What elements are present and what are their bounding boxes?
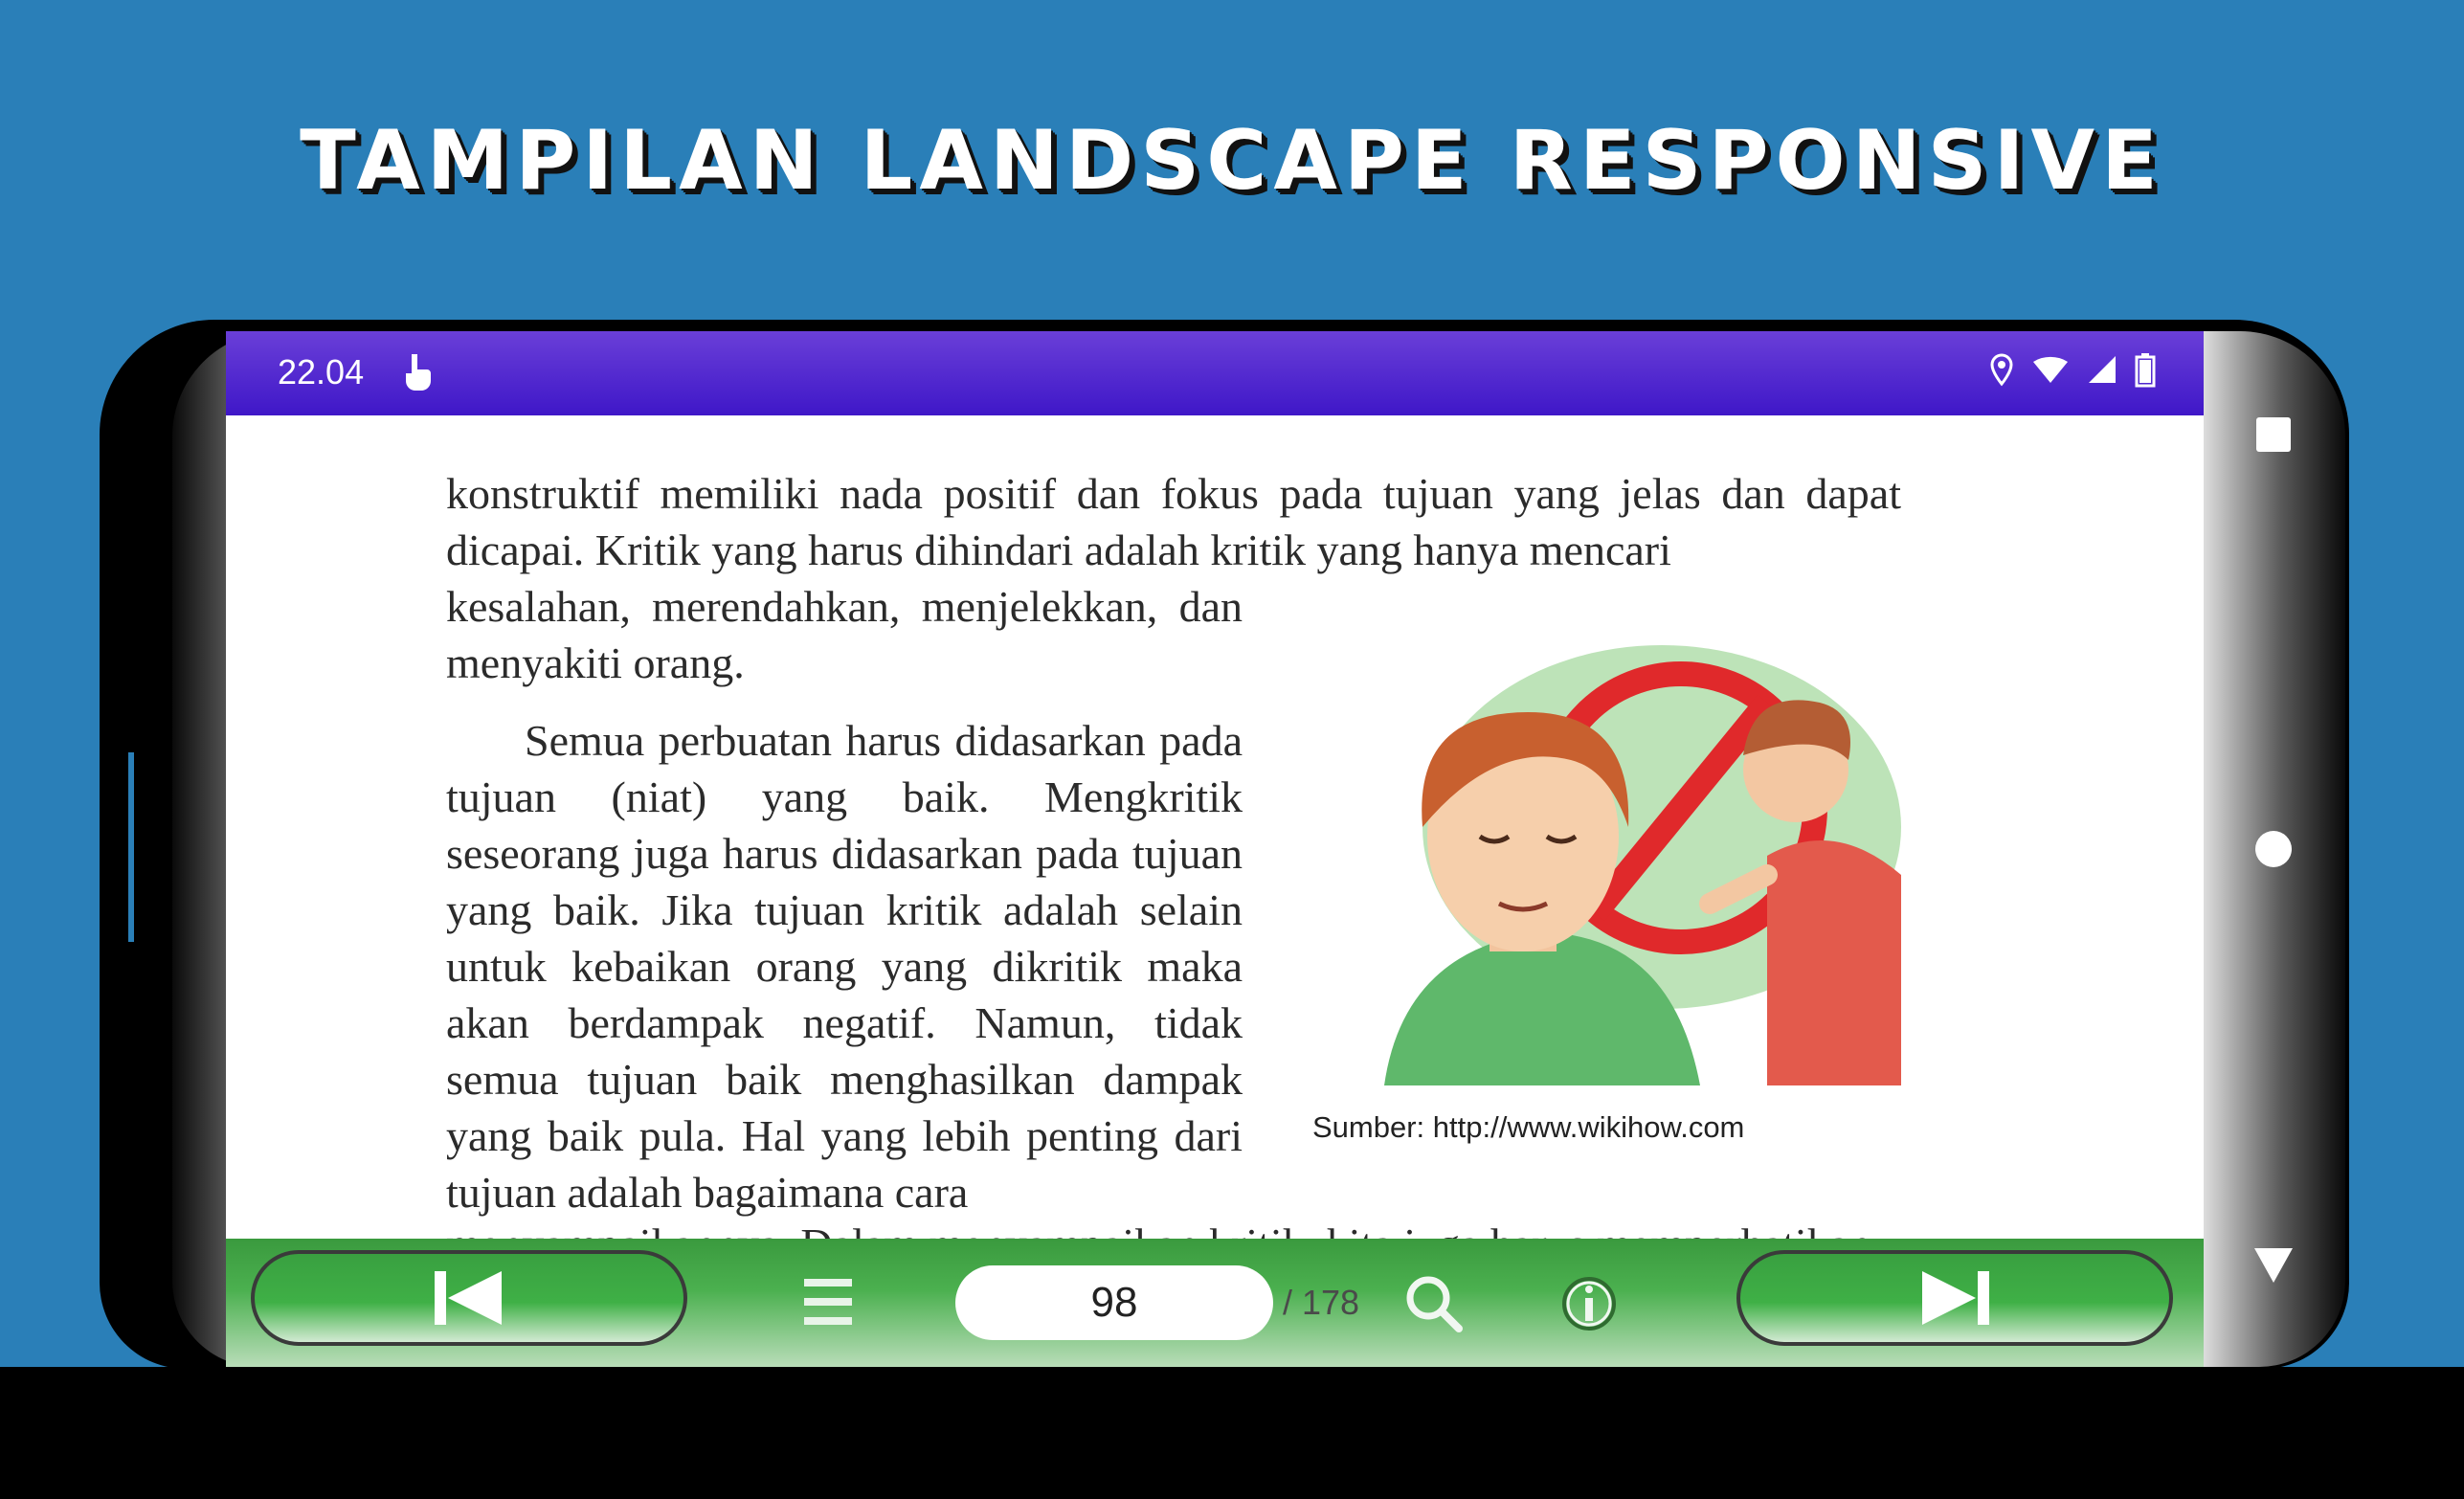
promo-title: TAMPILAN LANDSCAPE RESPONSIVE [300,113,2164,209]
page-number-input[interactable] [955,1265,1273,1340]
phone-side-button [128,752,134,942]
skip-previous-icon [431,1267,507,1329]
phone-screen [226,331,2204,1367]
bottom-navigation [226,1239,2204,1367]
status-bar [226,331,2204,415]
next-page-button[interactable] [1736,1250,2173,1346]
battery-icon [2135,352,2156,391]
back-triangle-icon[interactable] [2230,1246,2317,1285]
menu-icon[interactable] [800,1275,856,1329]
total-pages: / 178 [1283,1283,1360,1322]
bottom-black-band [0,1367,2464,1499]
recents-square-icon[interactable] [2230,415,2317,454]
search-icon[interactable] [1403,1273,1465,1334]
criticism-illustration [1346,645,1911,1085]
current-page: 98 [1090,1279,1138,1326]
location-icon [1989,353,2014,390]
previous-page-button[interactable] [251,1250,687,1346]
home-circle-icon[interactable] [2230,829,2317,869]
hand-pointer-icon [396,350,435,392]
paragraph-main: Semua perbuatan harus didasarkan pada tujuan (niat) yang baik. Mengkritik seseorang juga harus didasarkan pada tujuan yang baik. Jika tujuan kritik adalah selain untuk kebaikan orang yang dikritik maka akan berdampak negatif. Namun, tidak semua tujuan baik menghasilkan dampak yang baik pula. Hal yang lebih penting dari tujuan adalah bagaimana cara [446,716,1243,1217]
book-page[interactable] [226,415,2204,1239]
signal-icon [2087,354,2117,389]
status-icons [1989,352,2156,391]
image-caption: Sumber: http://www.wikihow.com [1312,1110,1745,1144]
info-icon[interactable] [1560,1275,1618,1332]
skip-next-icon [1916,1267,1993,1329]
paragraph-top: konstruktif memiliki nada positif dan fokus pada tujuan yang jelas dan dapat dicapai. Kritik yang harus dihindari adalah kritik yang hanya mencari [446,469,1901,574]
status-time: 22.04 [278,352,365,392]
wifi-icon [2031,354,2070,389]
paragraph-top-continued: kesalahan, merendahkan, menjelekkan, dan menyakiti orang. [446,582,1243,687]
system-navigation [2230,331,2317,1367]
